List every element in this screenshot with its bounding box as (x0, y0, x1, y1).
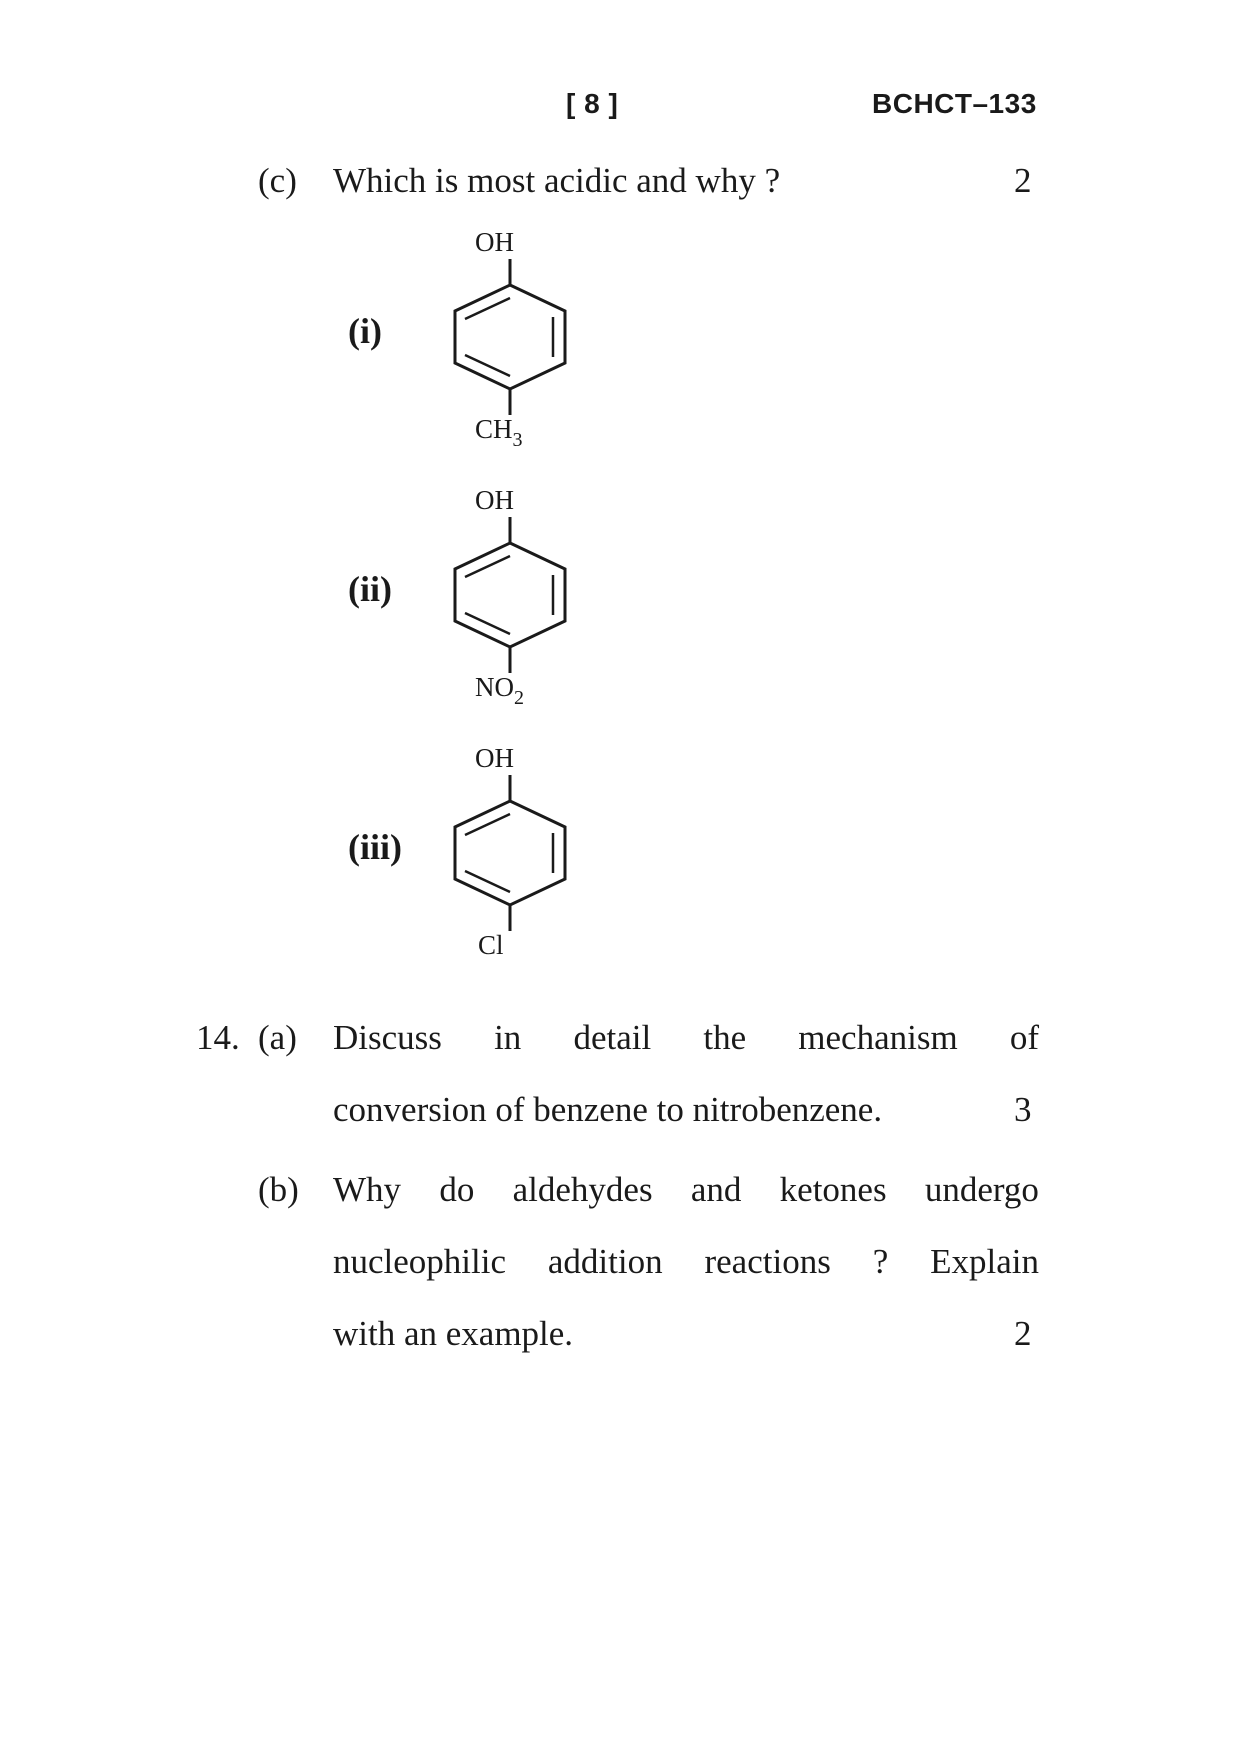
word: addition (547, 1242, 663, 1281)
word: reactions (704, 1242, 831, 1281)
question-c-label: (c) (258, 161, 297, 200)
word: Explain (930, 1242, 1039, 1281)
option-i-label: (i) (348, 311, 382, 351)
structure-i (440, 225, 580, 451)
word: in (494, 1018, 522, 1057)
word: aldehydes (512, 1170, 653, 1209)
question-14b-label: (b) (258, 1170, 299, 1209)
structure-iii-top-group: OH (475, 743, 514, 773)
structure-i-top-group: OH (475, 227, 514, 257)
structure-ii-top-group: OH (475, 485, 514, 515)
question-14a-label: (a) (258, 1018, 297, 1057)
question-14b-line-1 (333, 1172, 1039, 1207)
word: undergo (924, 1170, 1039, 1209)
question-14a-line-1 (333, 1020, 1039, 1055)
question-c-marks: 2 (1014, 161, 1032, 200)
word: of (1009, 1018, 1039, 1057)
question-14a-marks: 3 (1014, 1090, 1032, 1129)
paper-code: BCHCT–133 (872, 88, 1037, 119)
word: ? (872, 1242, 889, 1281)
structure-iii-bottom-group: Cl (478, 930, 504, 960)
question-c-text: Which is most acidic and why ? (333, 161, 781, 200)
structure-iii (440, 741, 580, 961)
word: nucleophilic (333, 1242, 507, 1281)
svg-text:NO2 (475, 672, 524, 709)
question-14a-line-2: conversion of benzene to nitrobenzene. (333, 1090, 883, 1129)
option-iii-label: (iii) (348, 827, 402, 867)
question-14-number: 14. (196, 1018, 240, 1057)
word: Discuss (333, 1018, 442, 1057)
word: and (690, 1170, 742, 1209)
structure-ii (440, 483, 580, 709)
question-14b-marks: 2 (1014, 1314, 1032, 1353)
svg-text:CH3 (475, 414, 523, 451)
option-ii-label: (ii) (348, 569, 392, 609)
page-number: [ 8 ] (566, 88, 619, 119)
word: do (439, 1170, 475, 1209)
word: ketones (779, 1170, 887, 1209)
svg-text:Cl (478, 930, 504, 960)
structure-i-bottom-group: CH (475, 414, 513, 444)
structure-ii-subscript: 2 (514, 687, 524, 709)
word: mechanism (798, 1018, 958, 1057)
word: the (703, 1018, 747, 1057)
question-14b-line-2 (333, 1244, 1039, 1279)
word: Why (333, 1170, 402, 1209)
question-14b-line-3: with an example. (333, 1314, 574, 1353)
structure-i-subscript: 3 (512, 429, 523, 451)
structure-ii-bottom-group: NO (475, 672, 514, 702)
word: detail (573, 1018, 652, 1057)
